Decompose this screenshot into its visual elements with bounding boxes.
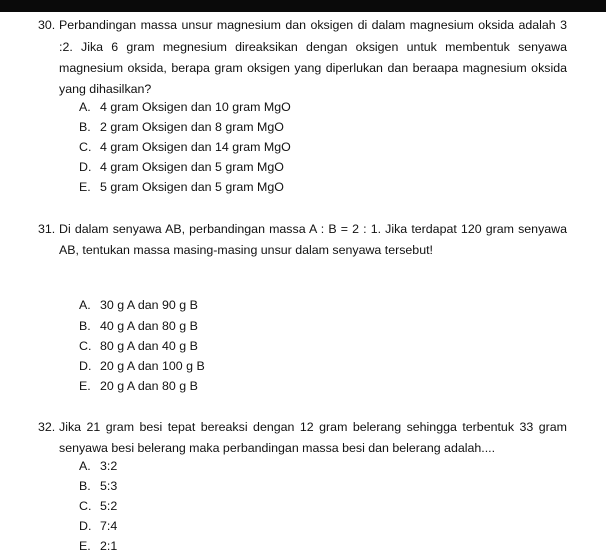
option-letter: D. [79,160,92,174]
option-letter: B. [79,479,91,493]
option-text: 2:1 [100,539,118,553]
option-text: 5:3 [100,479,118,493]
question-text: :2. Jika 6 gram megnesium direaksikan dengan oksigen untuk membentuk senyawa [59,40,567,54]
option-letter: A. [79,459,91,473]
question-text: Jika 21 gram besi tepat bereaksi dengan 12 gram belerang sehingga terbentuk 33 gram [59,420,567,434]
question-number: 32. [38,420,56,434]
option-letter: E. [79,379,91,393]
option-letter: C. [79,339,92,353]
option-letter: B. [79,319,91,333]
option-text: 7:4 [100,519,118,533]
option-text: 20 g A dan 80 g B [100,379,198,393]
option-letter: A. [79,100,91,114]
option-text: 20 g A dan 100 g B [100,359,205,373]
question-text: Perbandingan massa unsur magnesium dan oksigen di dalam magnesium oksida adalah 3 [59,18,567,32]
option-text: 4 gram Oksigen dan 5 gram MgO [100,160,284,174]
option-text: 2 gram Oksigen dan 8 gram MgO [100,120,284,134]
option-letter: D. [79,359,92,373]
option-text: 3:2 [100,459,118,473]
option-letter: C. [79,140,92,154]
option-letter: C. [79,499,92,513]
option-letter: E. [79,180,91,194]
option-letter: D. [79,519,92,533]
question-text: senyawa besi belerang maka perbandingan massa besi dan belerang adalah.... [59,441,496,455]
top-bar [0,0,606,12]
option-text: 40 g A dan 80 g B [100,319,198,333]
question-text: magnesium oksida, berapa gram oksigen yang diperlukan dan beraapa magnesium oksida [59,61,567,75]
question-number: 30. [38,18,56,32]
option-letter: B. [79,120,91,134]
option-text: 4 gram Oksigen dan 10 gram MgO [100,100,291,114]
option-text: 5:2 [100,499,118,513]
option-letter: E. [79,539,91,553]
question-number: 31. [38,222,56,236]
option-text: 80 g A dan 40 g B [100,339,198,353]
option-text: 5 gram Oksigen dan 5 gram MgO [100,180,284,194]
option-text: 30 g A dan 90 g B [100,298,198,312]
question-text: Di dalam senyawa AB, perbandingan massa A : B = 2 : 1. Jika terdapat 120 gram senyawa [59,222,567,236]
question-text: AB, tentukan massa masing-masing unsur dalam senyawa tersebut! [59,243,433,257]
option-text: 4 gram Oksigen dan 14 gram MgO [100,140,291,154]
option-letter: A. [79,298,91,312]
question-text: yang dihasilkan? [59,82,152,96]
